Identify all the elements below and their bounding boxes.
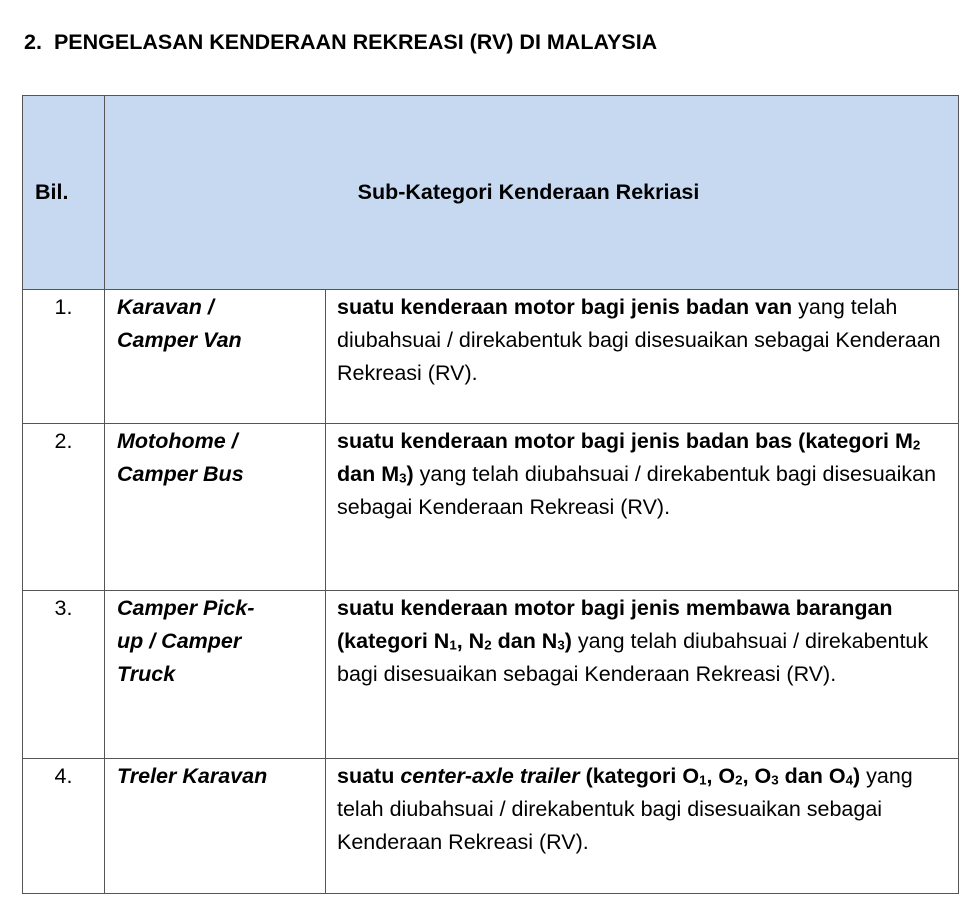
category-name: Camper Pick- up / Camper Truck (105, 591, 326, 759)
rv-classification-table (22, 95, 959, 894)
table-row (23, 290, 959, 424)
category-description: suatu kenderaan motor bagi jenis badan bas (kategori $M_2$ dan $M_3$) yang telah diubahsuai / direkabentuk bagi disesuaikan sebagai Kenderaan Rekreasi (RV). (326, 424, 959, 591)
table-row (23, 591, 959, 759)
section-number: 2. (24, 30, 42, 54)
row-number: 2. (23, 424, 105, 591)
table-row (23, 759, 959, 894)
table-row (23, 424, 959, 591)
category-description: suatu kenderaan motor bagi jenis membawa barangan (kategori $N_1$, $N_2$ dan $N_3$) yang telah diubahsuai / direkabentuk bagi disesuaikan sebagai Kenderaan Rekreasi (RV). (326, 591, 959, 759)
category-description: suatu center-axle trailer (kategori $O_1$, $O_2$, $O_3$ dan $O_4$) yang telah diubahsuai / direkabentuk bagi disesuaikan sebagai Kenderaan Rekreasi (RV). (326, 759, 959, 894)
section-title: PENGELASAN KENDERAAN REKREASI (RV) DI MALAYSIA (53, 30, 658, 54)
header-bil: Bil. (23, 96, 105, 290)
category-name: Treler Karavan (105, 759, 326, 894)
table-header-row (23, 96, 959, 290)
section-heading (24, 30, 657, 55)
header-sub-kategori: Sub-Kategori Kenderaan Rekriasi (105, 96, 959, 290)
row-number: 4. (23, 759, 105, 894)
category-name: Motohome / Camper Bus (105, 424, 326, 591)
row-number: 3. (23, 591, 105, 759)
category-description: suatu kenderaan motor bagi jenis badan van yang telah diubahsuai / direkabentuk bagi disesuaikan sebagai Kenderaan Rekreasi (RV). (326, 290, 959, 424)
row-number: 1. (23, 290, 105, 424)
category-name: Karavan / Camper Van (105, 290, 326, 424)
